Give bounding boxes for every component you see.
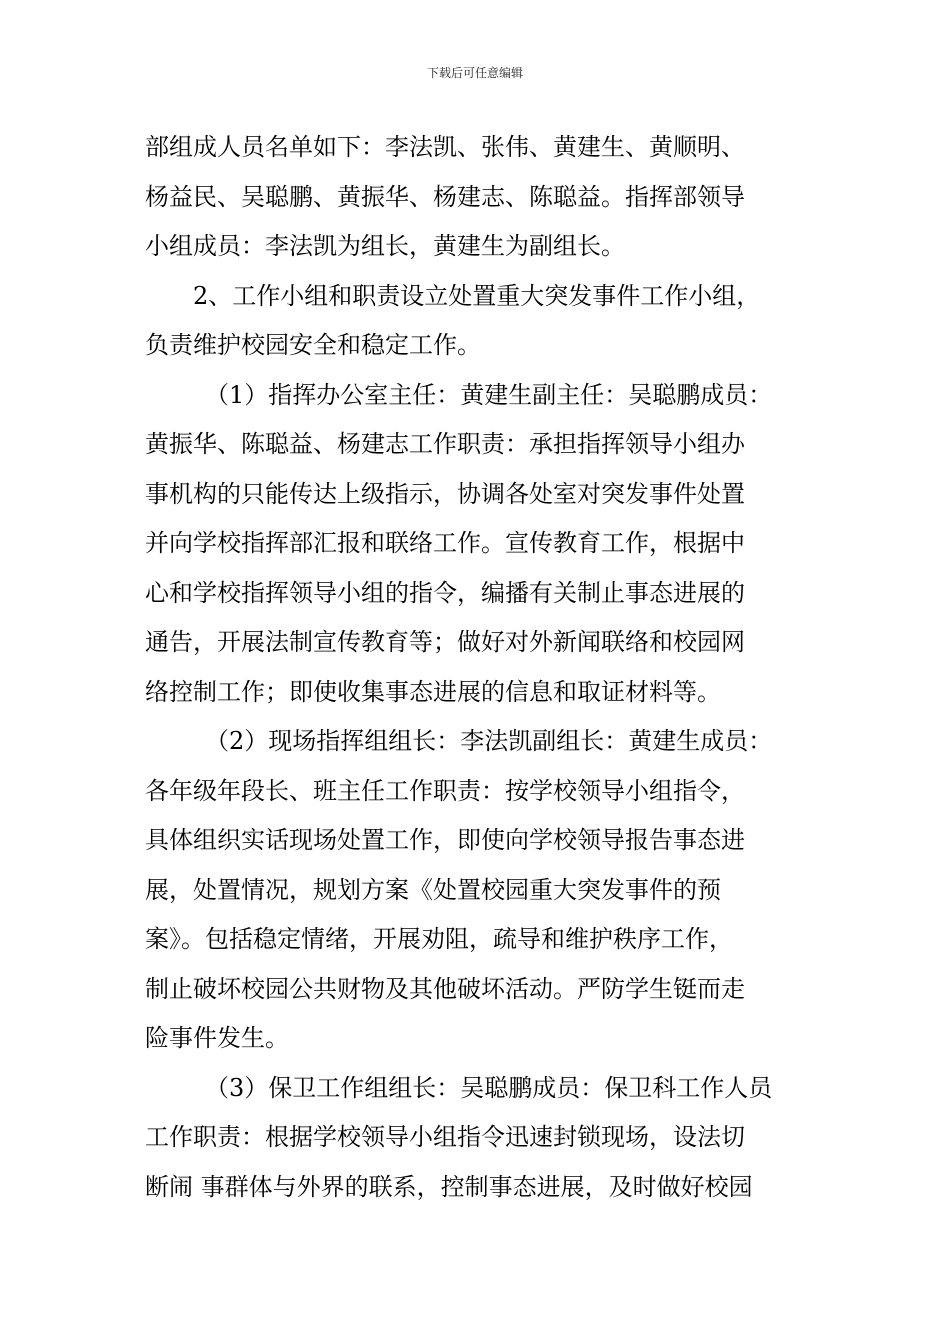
text-line: （2）现场指挥组组长：李法凯副组长：黄建生成员：: [205, 727, 773, 755]
text-line: （3）保卫工作组组长：吴聪鹏成员：保卫科工作人员: [205, 1073, 773, 1102]
text-line: 险事件发生。: [145, 1024, 289, 1052]
text-line: 心和学校指挥领导小组的指令，编播有关制止事态进展的: [145, 578, 745, 607]
text-line: 杨益民、吴聪鹏、黄振华、杨建志、陈聪益。指挥部领导: [145, 182, 745, 211]
text-line: 部组成人员名单如下：李法凯、张伟、黄建生、黄顺明、: [145, 133, 745, 161]
text-line: 工作职责：根据学校领导小组指令迅速封锁现场，设法切: [145, 1123, 745, 1151]
document-body: [145, 123, 805, 1212]
paragraph: [145, 717, 805, 1064]
page-header: 下载后可任意编辑: [426, 66, 523, 80]
text-line: 黄振华、陈聪益、杨建志工作职责：承担指挥领导小组办: [145, 430, 745, 458]
text-line: 小组成员：李法凯为组长，黄建生为副组长。: [145, 232, 625, 260]
text-line: 制止破坏校园公共财物及其他破坏活动。严防学生铤而走: [145, 974, 745, 1003]
text-line: 展，处置情况，规划方案《处置校园重大突发事件的预: [145, 875, 721, 904]
paragraph: [145, 1064, 805, 1213]
text-line: 负责维护校园安全和稳定工作。: [145, 331, 481, 359]
paragraph: [145, 371, 805, 718]
text-line: 断闹 事群体与外界的联系，控制事态进展，及时做好校园: [145, 1172, 753, 1201]
text-line: 各年级年段长、班主任工作职责：按学校领导小组指令，: [145, 776, 745, 805]
text-line: 2、工作小组和职责设立处置重大突发事件工作小组，: [193, 281, 761, 310]
text-line: 事机构的只能传达上级指示，协调各处室对突发事件处置: [145, 479, 745, 508]
text-line: 案》。包括稳定情绪，开展劝阻，疏导和维护秩序工作，: [145, 925, 733, 953]
text-line: （1）指挥办公室主任：黄建生副主任：吴聪鹏成员：: [205, 380, 773, 409]
text-line: 络控制工作；即使收集事态进展的信息和取证材料等。: [145, 677, 721, 706]
paragraph: [145, 272, 805, 371]
text-line: 具体组织实话现场处置工作，即使向学校领导报告事态进: [145, 826, 745, 854]
paragraph: [145, 123, 805, 272]
text-line: 并向学校指挥部汇报和联络工作。宣传教育工作，根据中: [145, 529, 745, 557]
text-line: 通告，开展法制宣传教育等；做好对外新闻联络和校园网: [145, 628, 745, 656]
